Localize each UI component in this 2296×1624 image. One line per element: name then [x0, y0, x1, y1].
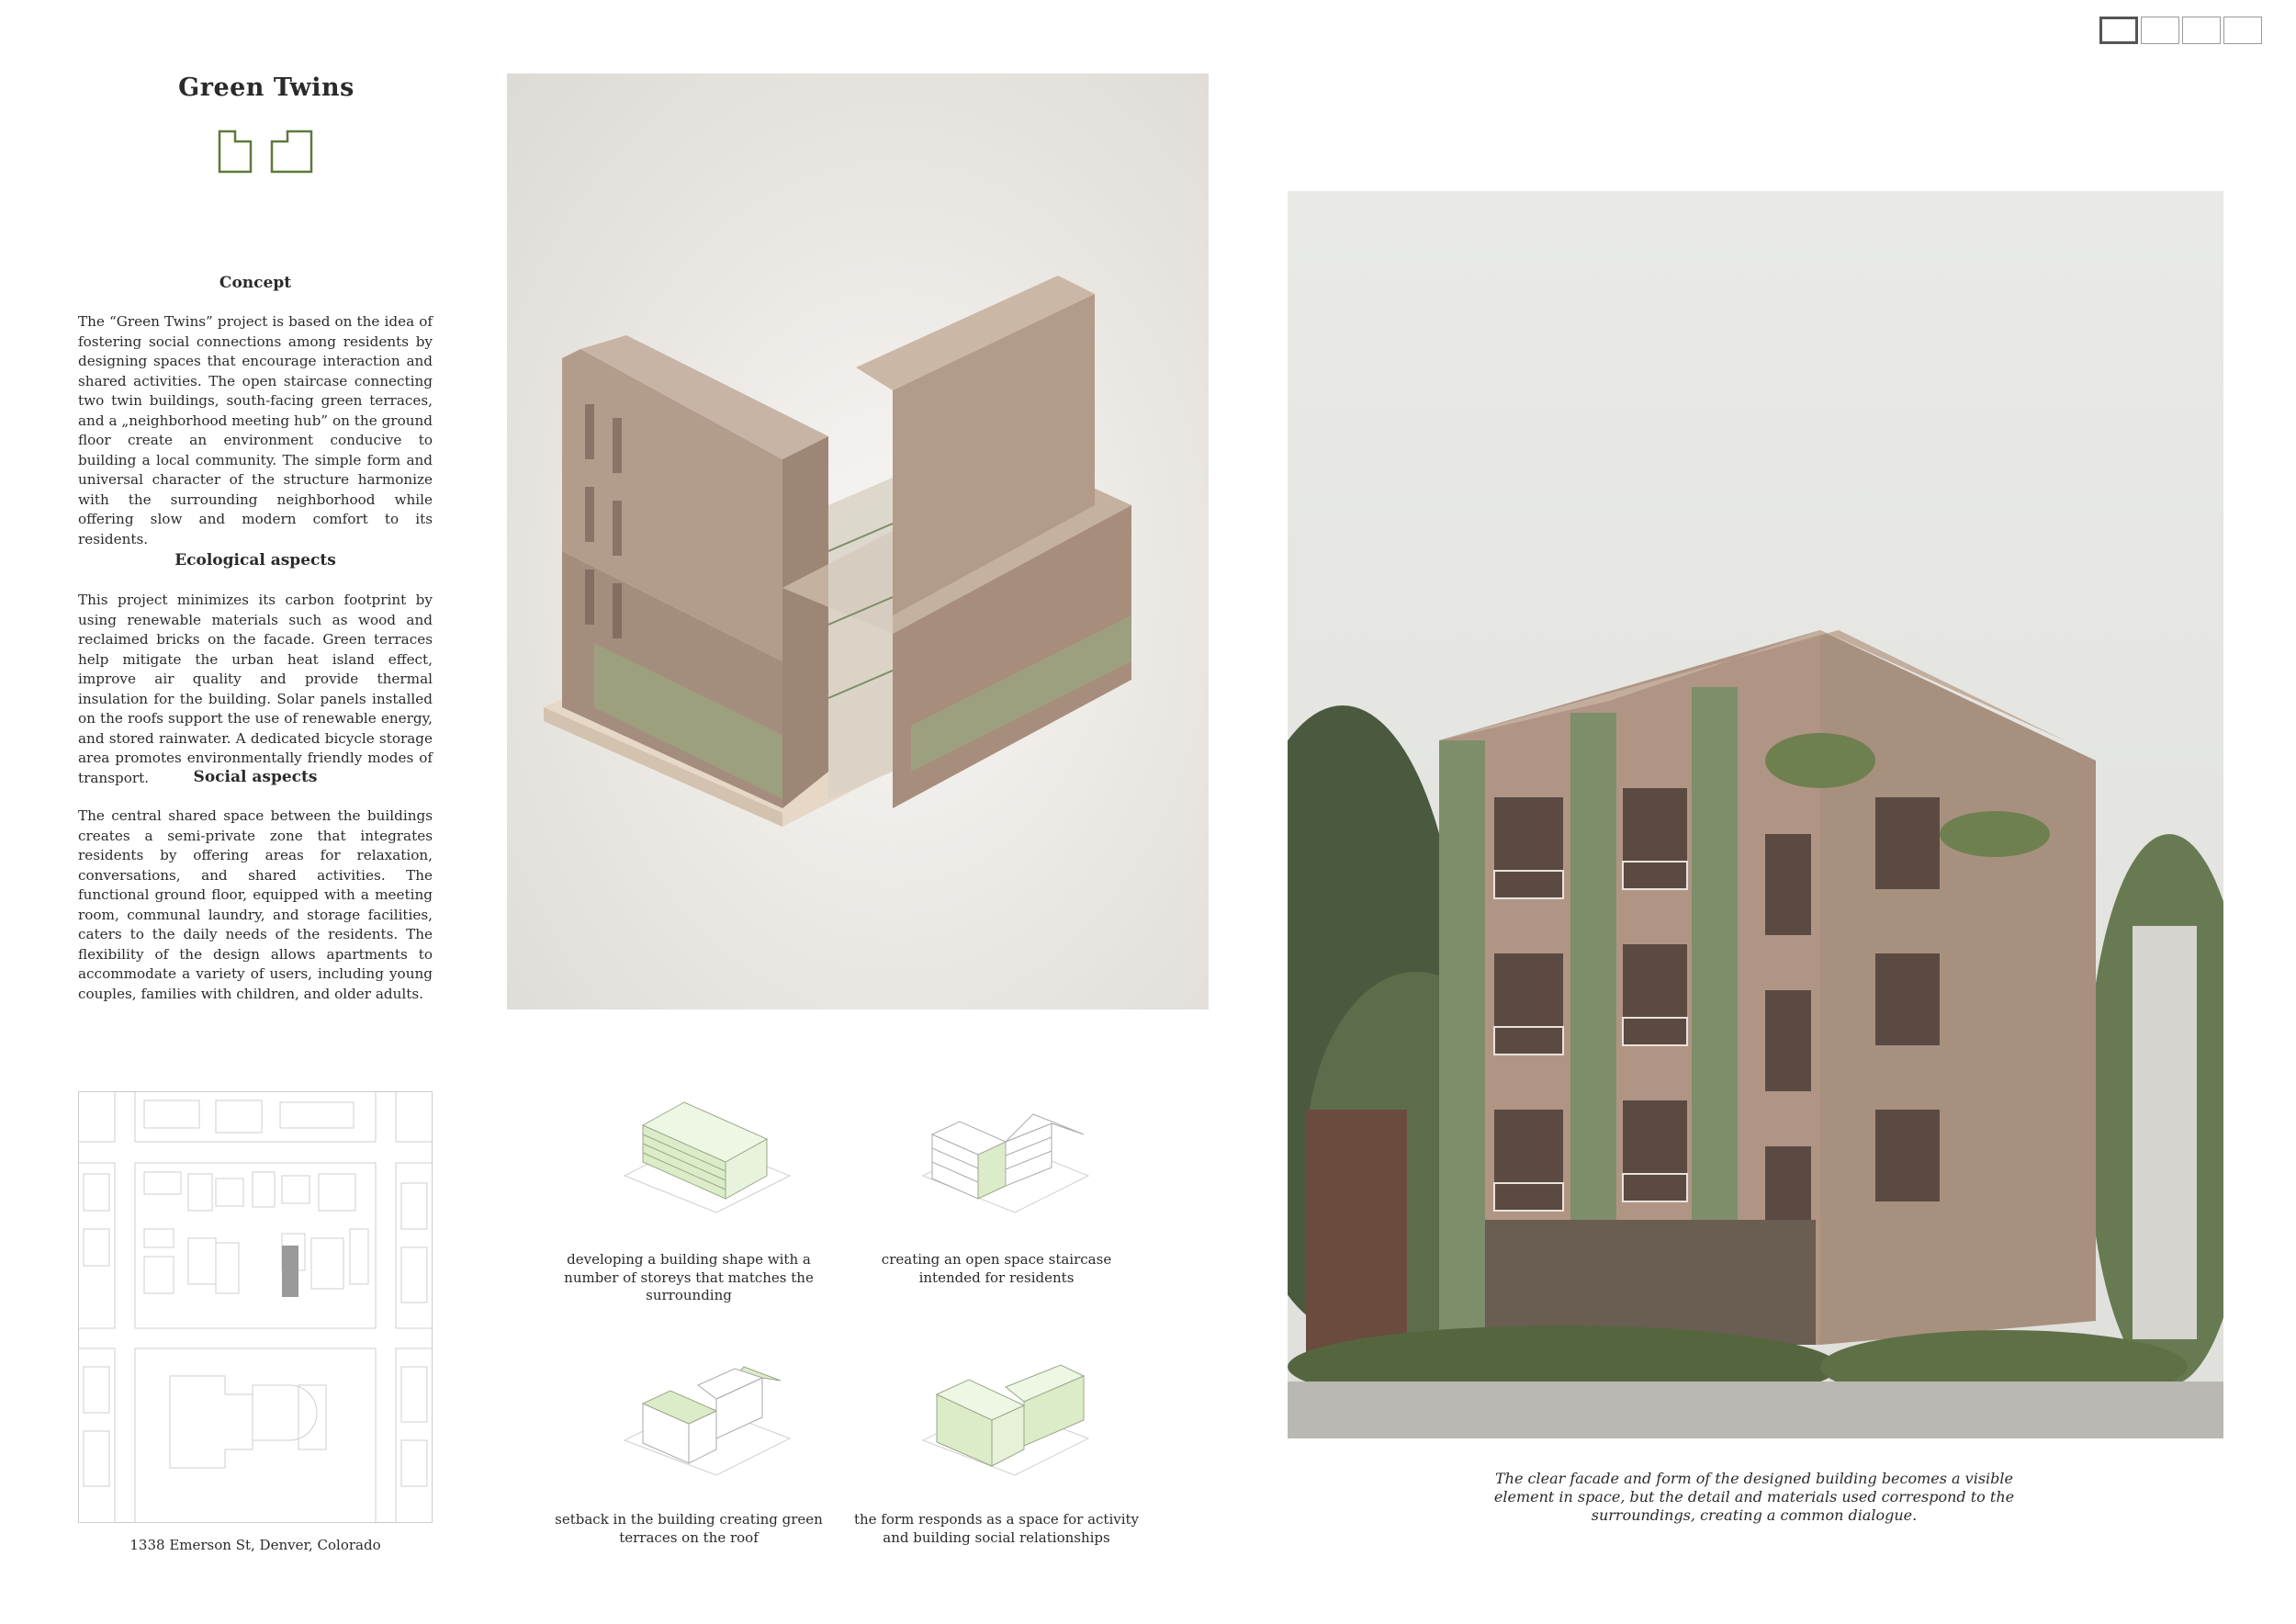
- project-title: Green Twins: [178, 73, 355, 102]
- twin-buildings-logo-icon: [217, 129, 314, 175]
- site-plan-map: [78, 1091, 433, 1523]
- page-tab-2[interactable]: [2141, 17, 2179, 44]
- building-model-image: [507, 73, 1209, 1009]
- ecological-text: This project minimizes its carbon footprint by using renewable materials such as wood and reclaimed bricks on the facade. Green terraces help mitigate the urban heat island effect, improve air quality and provide thermal insulation for the building. Solar panels installed on the roofs support the use of renewable energy, and stored rainwater. A dedicated bicycle storage area promotes environmentally friendly modes of transport.: [78, 592, 433, 786]
- diagram-4-caption: the form responds as a space for activity and building social relationships: [853, 1511, 1140, 1546]
- site-address: 1338 Emerson St, Denver, Colorado: [129, 1537, 381, 1553]
- concept-heading: Concept: [219, 274, 292, 292]
- page-tab-3[interactable]: [2182, 17, 2221, 44]
- ecological-heading: Ecological aspects: [174, 551, 336, 570]
- social-heading: Social aspects: [193, 768, 318, 786]
- diagram-open-staircase: [914, 1098, 1097, 1217]
- page-navigation: [2099, 17, 2262, 44]
- diagram-3-caption: setback in the building creating green terraces on the roof: [555, 1511, 823, 1546]
- page-tab-4[interactable]: [2223, 17, 2262, 44]
- diagram-2-caption: creating an open space staircase intended for residents: [881, 1251, 1112, 1286]
- diagram-building-shape: [615, 1098, 799, 1217]
- diagram-green-terraces: [615, 1358, 799, 1477]
- project-site-marker: [282, 1246, 298, 1297]
- concept-text: The “Green Twins” project is based on the idea of fostering social connections among residents by designing spaces that encourage interaction and shared activities. The open staircase connecting two twin buildings, south-facing green terraces, and a „neighborhood meeting hub” on the ground floor create an environment conducive to building a local community. The simple form and universal character of the structure harmonize with the surrounding neighborhood while offering slow and modern comfort to its residents.: [78, 313, 433, 547]
- diagram-1-caption: developing a building shape with a number of storeys that matches the surrounding: [564, 1251, 814, 1303]
- page-tab-1[interactable]: [2099, 17, 2138, 44]
- render-caption: The clear facade and form of the designed building becomes a visible element in space, but the detail and materials used correspond to the surroundings, creating a common dialogue.: [1493, 1470, 2015, 1524]
- social-text: The central shared space between the buildings creates a semi-private zone that integrates residents by offering areas for relaxation, conversations, and shared activities. The functional ground floor, equipped with a meeting room, communal laundry, and storage facilities, caters to the daily needs of the residents. The flexibility of the design allows apartments to accommodate a variety of users, including young couples, families with children, and older adults.: [78, 807, 433, 1002]
- diagram-social-space: [914, 1358, 1097, 1477]
- building-render-image: [1288, 191, 2223, 1438]
